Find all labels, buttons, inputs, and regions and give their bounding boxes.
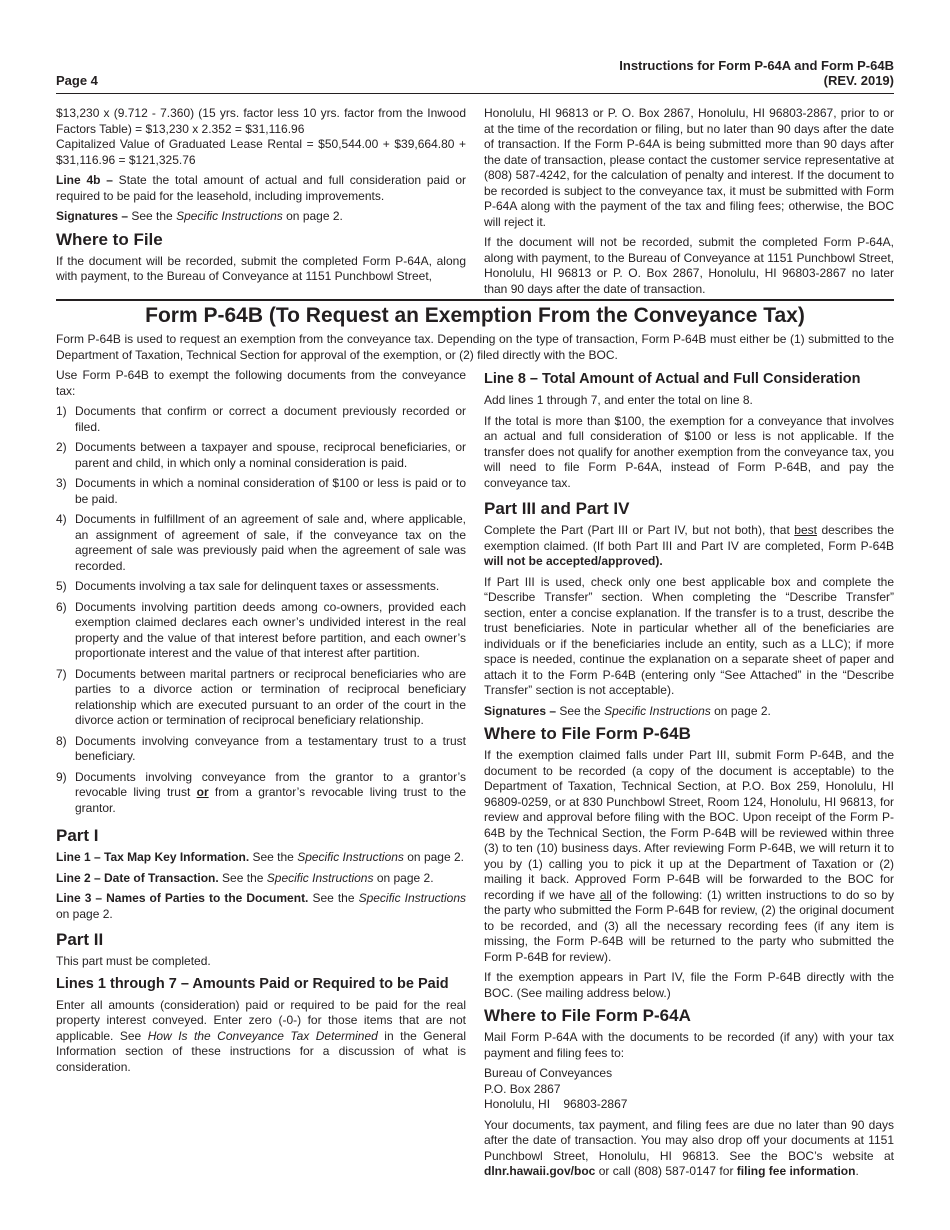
mailing-address [484,1066,894,1113]
list-item [56,770,466,817]
item-text: Documents involving a tax sale for delinquent taxes or assessments. [75,579,440,593]
all-emphasis: all [599,887,612,902]
line-3-text-end: on page 2. [56,906,113,921]
item-text: Documents in which a nominal consideration of $100 or less is paid or to be paid. [75,476,466,506]
part-1-heading: Part I [56,826,99,845]
item-text: Documents between a taxpayer and spouse, reciprocal beneficiaries, or parent and child, in which only a nominal consideration is paid. [75,440,466,470]
list-item [56,440,466,471]
address-line: Bureau of Conveyances [484,1066,613,1080]
mail-instructions: Mail Form P-64A with the documents to be recorded (if any) with your tax payment and filing fees to: [484,1030,894,1060]
line-3-paragraph [56,891,466,922]
document-title: Instructions for Form P-64A and Form P-64B [619,58,894,73]
list-item [56,600,466,662]
signatures-paragraph [56,209,466,225]
p64b-text-end: of the following: (1) written instructions to do so by the party who submitted the Form P-64B for review, (2) the original document to be recorded, and (3) all the necessary recording fees (if any item is missing, the Form P-64B will be returned to the party who submitted the Form P-64B for review). [484,887,894,964]
calc-paragraph: $13,230 x (9.712 - 7.360) (15 yrs. factor less 10 yrs. factor from the Inwood Factors Table) = $13,230 x 2.352 = $31,116.96 [56,106,466,136]
signatures-text-end: on page 2. [710,703,771,718]
top-right-column [484,106,894,302]
header-divider [56,93,894,94]
part-3-4-text-mid: describes the exemption claimed. (If both Part III and Part IV are completed, Form P-64B [484,523,894,553]
item-number: 2) [56,440,67,454]
section-intro: Form P-64B is used to request an exemption from the conveyance tax. Depending on the type of transaction, Form P-64B must either be (1) submitted to the Department of Taxation, Technical Section for approval of the exemption, or (2) filed directly with the BOC. [56,332,894,362]
where-to-file-paragraph: If the document will be recorded, submit the completed Form P-64A, along with payment, to the Bureau of Conveyance at 1151 Punchbowl Street, [56,253,466,283]
address-line: P.O. Box 2867 [484,1081,561,1096]
item-number: 5) [56,579,67,593]
revision-label: (REV. 2019) [823,73,894,88]
signatures-label: Signatures – [56,209,129,223]
line-1-label: Line 1 – Tax Map Key Information. [56,850,250,864]
list-item [56,404,466,435]
list-item [56,476,466,507]
best-emphasis: best [794,523,817,537]
item-number: 9) [56,769,67,784]
specific-instructions-ref: Specific Instructions [604,703,711,718]
due-date-paragraph [484,1118,894,1180]
specific-instructions-ref: Specific Instructions [297,850,404,864]
item-number: 7) [56,666,67,681]
item-number: 4) [56,512,67,526]
line-3-text: See the [308,891,359,905]
lines-1-7-text: Enter all amounts (consideration) paid or required to be paid for the real property interest conveyed. Enter zero (-0-) for those items that are not applicable. See [56,997,466,1043]
line-1-text-end: on page 2. [403,850,464,864]
item-text: Documents involving conveyance from the grantor to a grantor’s revocable living trust [75,769,466,799]
section-title: Form P-64B (To Request an Exemption From the Conveyance Tax) [145,304,805,327]
where-to-file-p64b-paragraph [484,748,894,965]
list-item [56,512,466,574]
part-3-4-paragraph [484,523,894,570]
part-2-text: This part must be completed. [56,954,211,968]
specific-instructions-ref: Specific Instructions [266,870,374,885]
item-text: Documents involving conveyance from a testamentary trust to a trust beneficiary. [75,733,466,763]
line-4b-label: Line 4b – [56,173,113,187]
signatures-text-end: on page 2. [282,209,343,223]
line-2-paragraph [56,871,466,887]
line-8-heading: Line 8 – Total Amount of Actual and Full Consideration [484,371,861,387]
p64b-text: If the exemption claimed falls under Part III, submit Form P-64B, and the document to be recorded (a copy of the document is acceptable) to the Department of Taxation, Technical Section, at P.O. Box 259, Honolulu, HI 96809-0259, or at 830 Punchbowl Street, Room 124, Honolulu, HI 96813, for review and approval before filing with the BOC. Upon receipt of the Form P-64B by the Technical Section, the Form P-64B will be reviewed within three (3) to ten (10) business days. After reviewing Form P-64B, we will return it to you by (1) calling you to pick it up at the Department of Taxation or (2) mailing it back. Approved Form P-64B will be forwarded to the BOC for recording if we have [484,748,894,902]
list-item [56,734,466,765]
item-text: Documents between marital partners or reciprocal beneficiaries who are parties to a divorce action or termination of reciprocal beneficiary relationship which are executed pursuant to an order of the court in the divorce action or termination of reciprocal beneficiary relationship. [75,666,466,727]
line-2-text-end: on page 2. [373,870,434,885]
signatures-text: See the [128,209,177,223]
not-accepted-warning: will not be accepted/approved). [484,554,663,568]
period: . [855,1164,859,1178]
item-text: Documents that confirm or correct a document previously recorded or filed. [75,404,466,434]
where-to-file-p64b-heading: Where to File Form P-64B [484,724,691,743]
signatures-label: Signatures – [484,703,557,718]
item-text: Documents in fulfillment of an agreement of sale and, where applicable, an assignment of agreement of sale, if the conveyance tax on the agreement of sale was previously paid when the agreement of sale was recorded. [75,512,466,573]
page-number: Page 4 [56,73,98,88]
line-8-paragraph: Add lines 1 through 7, and enter the total on line 8. [484,393,753,407]
address-line: Honolulu, HI 96803-2867 [484,1097,628,1111]
part-3-usage-paragraph: If Part III is used, check only one best applicable box and complete the “Describe Transfer” section. When completing the “Describe Transfer” section, enter a concise explanation. If the transfer is to a trust, describe the trust beneficiaries. Note in particular whether all of the beneficiaries are individuals or if the beneficiaries include an entity, such as a LLC); if more space is needed, continue the explanation on a separate sheet of paper and attach it to the Form P-64B (entering only “See Attached” in the “Describe Transfer” section is not acceptable). [484,574,894,697]
item-text: Documents involving partition deeds among co-owners, provided each exemption claimed declares each owner’s undivided interest in the real property and the value of that interest before partition, and each owner’s proportionate interest and the value of that interest after partition. [75,599,466,660]
list-item [56,579,466,595]
line-2-text: See the [218,870,267,885]
line-1-text: See the [249,850,298,864]
item-number: 8) [56,733,67,748]
part-3-4-heading: Part III and Part IV [484,499,630,518]
exemption-list [56,404,466,816]
signatures-text: See the [556,703,605,718]
document-header [619,58,894,88]
filing-deadline-paragraph: Honolulu, HI 96813 or P. O. Box 2867, Honolulu, HI 96803-2867, prior to or at the time of the recordation or filing, but no later than 90 days after the date of transaction. If the Form P-64A is being submitted more than 90 days after the date of transaction, please contact the customer service representative at (808) 587-4242, for the calculation of penalty and interest. If the document to be recorded is subject to the conveyance tax, it must be submitted with Form P-64A along with the payment of the tax and filing fees; otherwise, the BOC will reject it. [484,106,894,229]
part-2-heading: Part II [56,930,104,949]
item-number: 1) [56,404,67,418]
signatures-paragraph [484,704,894,720]
lines-1-7-heading: Lines 1 through 7 – Amounts Paid or Required to be Paid [56,975,449,992]
boc-website-link[interactable]: dlnr.hawaii.gov/boc [484,1164,596,1178]
part-3-4-text: Complete the Part (Part III or Part IV, but not both), that [484,523,795,537]
use-intro: Use Form P-64B to exempt the following documents from the conveyance tax: [56,368,466,398]
line-3-label: Line 3 – Names of Parties to the Document. [56,891,309,905]
where-to-file-heading: Where to File [56,229,163,249]
item-text-end: from a grantor’s revocable living trust to the grantor. [75,785,467,815]
lines-1-7-text-end: in the General Information section of these instructions for a discussion of what is consideration. [56,1028,466,1074]
not-recorded-paragraph: If the document will not be recorded, submit the completed Form P-64A, along with payment, to the Bureau of Conveyance at 1151 Punchbowl Street, Honolulu, HI 96813 or P. O. Box 2867, Honolulu, HI 96803-2867 no later than 90 days after the date of transaction. [484,235,894,296]
line-1-paragraph [56,850,466,866]
specific-instructions-ref: Specific Instructions [176,209,283,223]
due-date-text: Your documents, tax payment, and filing fees are due no later than 90 days after the date of transaction. You may also drop off your documents at 1151 Punchbowl Street, Honolulu, HI 96813. See the BOC’s website at [484,1117,894,1163]
section-divider [56,299,894,301]
or-emphasis: or [196,785,209,799]
line-2-label: Line 2 – Date of Transaction. [56,870,219,885]
right-column [484,368,894,1185]
capitalized-value-paragraph: Capitalized Value of Graduated Lease Rental = $50,544.00 + $39,664.80 + $31,116.96 = $121,325.76 [56,137,466,167]
line-8-total-paragraph: If the total is more than $100, the exemption for a conveyance that involves an actual and full consideration of $100 or less is not applicable. If the transfer does not qualify for another exemption from the conveyance tax, you will need to file Form P-64A, instead of Form P-64B, and pay the conveyance tax. [484,413,894,490]
line-4b-paragraph [56,173,466,204]
filing-fee-info: filing fee information [736,1164,856,1178]
item-number: 6) [56,599,67,614]
list-item [56,667,466,729]
part-4-filing-paragraph: If the exemption appears in Part IV, file the Form P-64B directly with the BOC. (See mailing address below.) [484,970,894,1000]
line-4b-text: State the total amount of actual and full consideration paid or required to be paid for the leasehold, including improvements. [56,173,466,203]
conveyance-tax-ref: How Is the Conveyance Tax Determined [147,1028,378,1043]
specific-instructions-ref: Specific Instructions [358,891,466,905]
due-date-text-mid: or call (808) 587-0147 for [595,1164,737,1178]
item-number: 3) [56,476,67,490]
left-column [56,368,466,1080]
top-left-column [56,106,466,290]
where-to-file-p64a-heading: Where to File Form P-64A [484,1006,691,1025]
lines-1-7-paragraph [56,998,466,1076]
